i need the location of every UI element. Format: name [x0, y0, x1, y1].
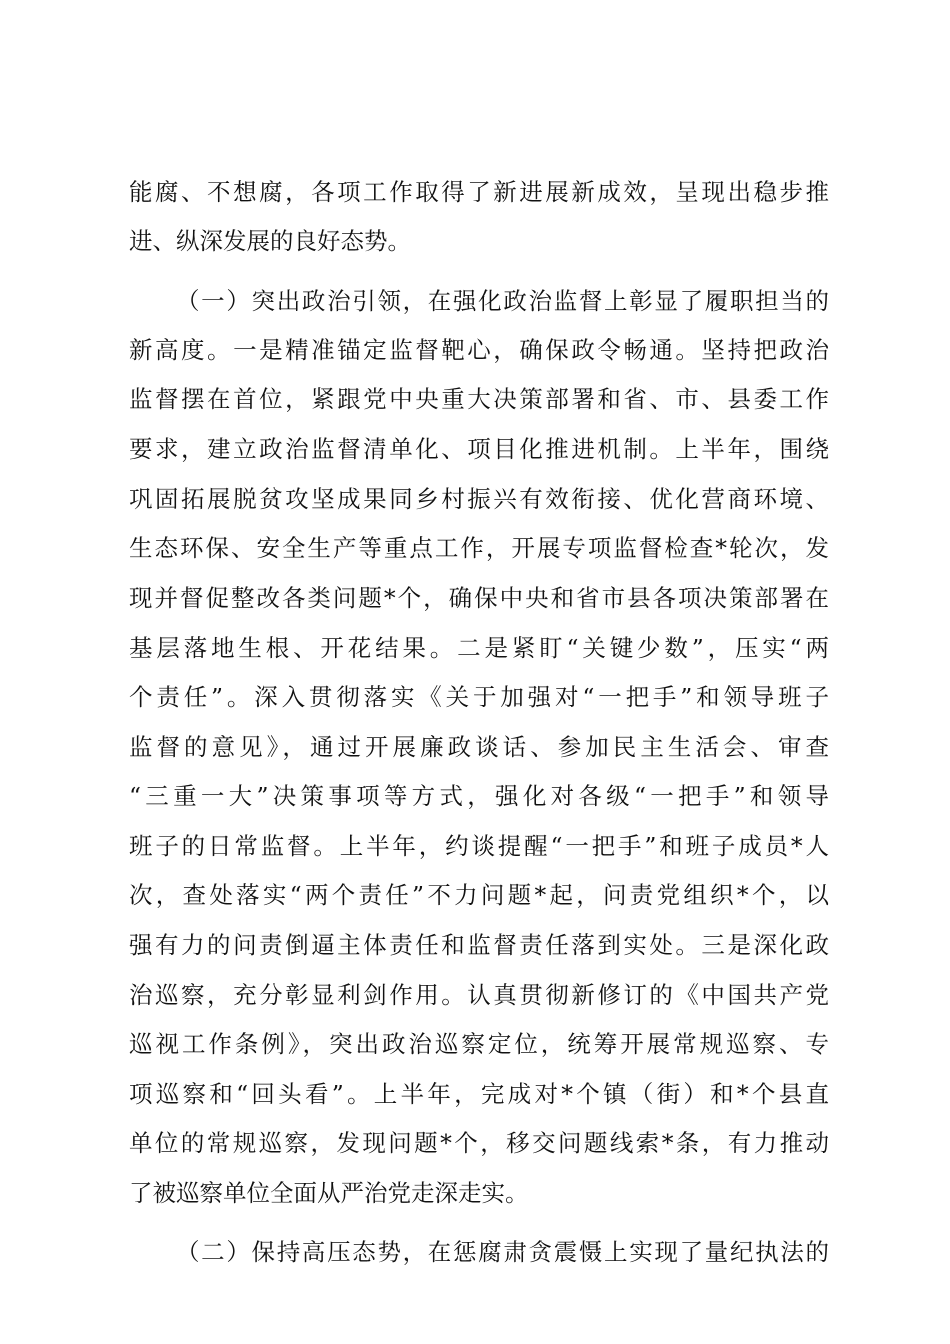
text-line-21: 了被巡察单位全面从严治党走深走实。 [129, 1179, 529, 1207]
text-line-15: 次，查处落实“两个责任”不力问题*起，问责党组织*个，以 [129, 881, 829, 909]
text-line-5: 监督摆在首位，紧跟党中央重大决策部署和省、市、县委工作 [129, 385, 829, 413]
text-line-6: 要求，建立政治监督清单化、项目化推进机制。上半年，围绕 [129, 435, 829, 463]
text-line-13: “三重一大”决策事项等方式，强化对各级“一把手”和领导 [129, 782, 829, 810]
text-line-2: 进、纵深发展的良好态势。 [129, 227, 411, 255]
section-heading-1: （一）突出政治引领，在强化政治监督上彰显了履职担当的 [176, 287, 829, 315]
section-heading-2: （二）保持高压态势，在惩腐肃贪震慑上实现了量纪执法的 [176, 1238, 829, 1266]
text-line-8: 生态环保、安全生产等重点工作，开展专项监督检查*轮次，发 [129, 534, 829, 562]
text-line-18: 巡视工作条例》，突出政治巡察定位，统筹开展常规巡察、专 [129, 1030, 829, 1058]
text-line-16: 强有力的问责倒逼主体责任和监督责任落到实处。三是深化政 [129, 931, 829, 959]
text-line-7: 巩固拓展脱贫攻坚成果同乡村振兴有效衔接、优化营商环境、 [129, 485, 829, 513]
text-line-9: 现并督促整改各类问题*个，确保中央和省市县各项决策部署在 [129, 584, 829, 612]
text-line-10: 基层落地生根、开花结果。二是紧盯“关键少数”，压实“两 [129, 634, 829, 662]
text-line-17: 治巡察，充分彰显利剑作用。认真贯彻新修订的《中国共产党 [129, 981, 829, 1009]
text-line-1: 能腐、不想腐，各项工作取得了新进展新成效，呈现出稳步推 [129, 178, 829, 206]
text-line-14: 班子的日常监督。上半年，约谈提醒“一把手”和班子成员*人 [129, 832, 829, 860]
text-line-12: 监督的意见》，通过开展廉政谈话、参加民主生活会、审查 [129, 733, 829, 761]
text-line-4: 新高度。一是精准锚定监督靶心，确保政令畅通。坚持把政治 [129, 336, 829, 364]
text-line-11: 个责任”。深入贯彻落实《关于加强对“一把手”和领导班子 [129, 683, 829, 711]
text-line-20: 单位的常规巡察，发现问题*个，移交问题线索*条，有力推动 [129, 1129, 829, 1157]
text-line-19: 项巡察和“回头看”。上半年，完成对*个镇（街）和*个县直 [129, 1080, 829, 1108]
